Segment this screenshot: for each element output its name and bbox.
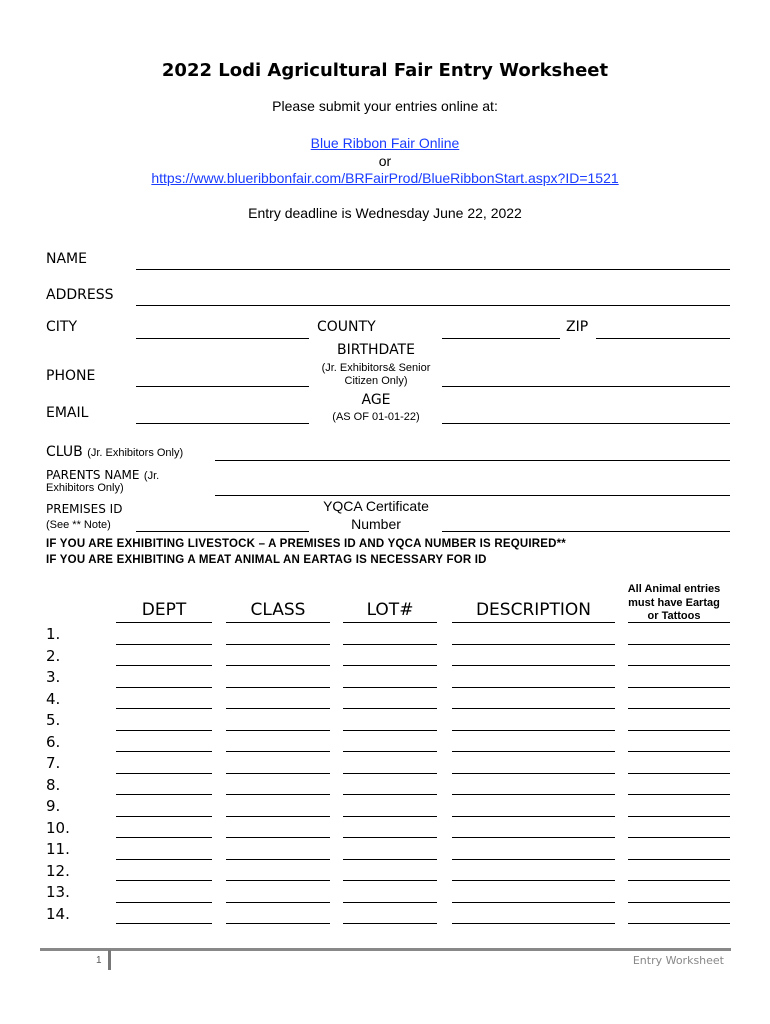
entry-row-number: 1. <box>46 625 61 643</box>
entry-row-number: 3. <box>46 668 61 686</box>
entry-description-field[interactable] <box>452 687 615 688</box>
entry-lot-field[interactable] <box>343 923 437 924</box>
phone-field[interactable] <box>136 386 309 387</box>
premises-id-field[interactable] <box>136 531 309 532</box>
entry-dept-field[interactable] <box>116 773 212 774</box>
entry-lot-field[interactable] <box>343 687 437 688</box>
entry-description-field[interactable] <box>452 751 615 752</box>
entry-class-field[interactable] <box>226 708 330 709</box>
lot-header: LOT# <box>366 600 414 620</box>
blue-ribbon-link-wrap <box>0 135 770 151</box>
dept-header: DEPT <box>141 600 187 620</box>
entry-eartag-field[interactable] <box>628 708 730 709</box>
birthdate-label: BIRTHDATE <box>337 342 415 358</box>
entry-dept-field[interactable] <box>116 708 212 709</box>
entry-class-field[interactable] <box>226 837 330 838</box>
entry-class-field[interactable] <box>226 644 330 645</box>
eartag-header-3: or Tattoos <box>647 610 701 622</box>
page-title: 2022 Lodi Agricultural Fair Entry Worksheet <box>161 60 609 81</box>
entry-eartag-field[interactable] <box>628 665 730 666</box>
entry-class-field[interactable] <box>226 816 330 817</box>
county-label: COUNTY <box>317 319 376 335</box>
entry-dept-field[interactable] <box>116 665 212 666</box>
blue-ribbon-fair-link[interactable]: Blue Ribbon Fair Online <box>310 135 460 151</box>
entry-description-field[interactable] <box>452 730 615 731</box>
parents-note-1: (Jr. <box>143 470 160 482</box>
entry-lot-field[interactable] <box>343 730 437 731</box>
entry-dept-field[interactable] <box>116 751 212 752</box>
entry-dept-field[interactable] <box>116 794 212 795</box>
entry-class-field[interactable] <box>226 773 330 774</box>
entry-description-field[interactable] <box>452 665 615 666</box>
page-number-divider <box>108 950 111 970</box>
parents-name-label: PARENTS NAME <box>46 468 140 482</box>
blue-ribbon-url-link[interactable]: https://www.blueribbonfair.com/BRFairProd/BlueRibbonStart.aspx?ID=1521 <box>151 170 619 186</box>
yqca-number-field[interactable] <box>442 531 730 532</box>
entry-eartag-field[interactable] <box>628 730 730 731</box>
entry-row-number: 14. <box>46 904 70 923</box>
entry-class-field[interactable] <box>226 730 330 731</box>
page-number: 1 <box>96 955 102 966</box>
zip-field[interactable] <box>596 338 730 339</box>
entry-row-number: 2. <box>46 646 61 665</box>
entry-lot-field[interactable] <box>343 708 437 709</box>
entry-dept-field[interactable] <box>116 687 212 688</box>
entry-lot-field[interactable] <box>343 794 437 795</box>
name-label: NAME <box>46 251 87 267</box>
entry-row-number: 13. <box>46 883 70 901</box>
birthdate-note-2: Citizen Only) <box>344 375 408 387</box>
age-label: AGE <box>361 392 391 408</box>
email-label: EMAIL <box>46 405 89 421</box>
name-field[interactable] <box>136 269 730 270</box>
url-link-wrap <box>0 170 770 186</box>
entry-description-field[interactable] <box>452 837 615 838</box>
entry-description-field[interactable] <box>452 708 615 709</box>
age-field[interactable] <box>442 423 730 424</box>
entry-lot-field[interactable] <box>343 816 437 817</box>
livestock-note: IF YOU ARE EXHIBITING LIVESTOCK – A PREMISES ID AND YQCA NUMBER IS REQUIRED** <box>46 538 566 550</box>
club-field[interactable] <box>215 460 730 461</box>
meat-animal-note: IF YOU ARE EXHIBITING A MEAT ANIMAL AN EARTAG IS NECESSARY FOR ID <box>46 554 487 566</box>
email-field[interactable] <box>136 423 309 424</box>
entry-row-number: 4. <box>46 689 61 708</box>
premises-id-label: PREMISES ID <box>46 502 123 516</box>
entry-eartag-field[interactable] <box>628 859 730 860</box>
entry-lot-field[interactable] <box>343 773 437 774</box>
entry-class-field[interactable] <box>226 751 330 752</box>
entry-row-number: 8. <box>46 775 61 794</box>
zip-label: ZIP <box>566 319 589 335</box>
club-label-group <box>46 443 183 461</box>
entry-lot-field[interactable] <box>343 880 437 881</box>
lot-header-underline <box>343 622 437 623</box>
entry-lot-field[interactable] <box>343 902 437 903</box>
premises-note: (See ** Note) <box>46 519 111 531</box>
city-label: CITY <box>46 319 78 335</box>
club-label: CLUB <box>46 444 83 460</box>
entry-dept-field[interactable] <box>116 902 212 903</box>
entry-lot-field[interactable] <box>343 751 437 752</box>
entry-eartag-field[interactable] <box>628 687 730 688</box>
dept-header-underline <box>116 622 212 623</box>
description-header-underline <box>452 622 615 623</box>
entry-description-field[interactable] <box>452 902 615 903</box>
parents-note-2: Exhibitors Only) <box>46 482 124 494</box>
entry-eartag-field[interactable] <box>628 880 730 881</box>
entry-description-field[interactable] <box>452 644 615 645</box>
entry-description-field[interactable] <box>452 794 615 795</box>
entry-lot-field[interactable] <box>343 859 437 860</box>
parents-name-field[interactable] <box>215 495 730 496</box>
entry-lot-field[interactable] <box>343 644 437 645</box>
entry-description-field[interactable] <box>452 816 615 817</box>
entry-dept-field[interactable] <box>116 816 212 817</box>
entry-lot-field[interactable] <box>343 665 437 666</box>
entry-class-field[interactable] <box>226 923 330 924</box>
entry-row-number: 11. <box>46 840 70 858</box>
entry-description-field[interactable] <box>452 880 615 881</box>
entry-class-field[interactable] <box>226 794 330 795</box>
address-field[interactable] <box>136 305 730 306</box>
entry-row-number: 6. <box>46 732 61 751</box>
footer-label: Entry Worksheet <box>632 954 724 967</box>
class-header-underline <box>226 622 330 623</box>
entry-row-number: 7. <box>46 754 61 772</box>
yqca-label-2: Number <box>351 516 401 532</box>
entry-dept-field[interactable] <box>116 730 212 731</box>
address-label: ADDRESS <box>46 287 114 303</box>
entry-class-field[interactable] <box>226 687 330 688</box>
class-header: CLASS <box>250 600 306 620</box>
entry-eartag-field[interactable] <box>628 794 730 795</box>
entry-dept-field[interactable] <box>116 644 212 645</box>
entry-eartag-field[interactable] <box>628 923 730 924</box>
entry-eartag-field[interactable] <box>628 902 730 903</box>
yqca-label-1: YQCA Certificate <box>323 498 429 514</box>
entry-description-field[interactable] <box>452 923 615 924</box>
phone-label: PHONE <box>46 368 96 384</box>
or-text: or <box>378 153 392 169</box>
club-note: (Jr. Exhibitors Only) <box>87 447 184 459</box>
entry-description-field[interactable] <box>452 859 615 860</box>
eartag-header-2: must have Eartag <box>628 597 720 609</box>
entry-dept-field[interactable] <box>116 859 212 860</box>
age-note: (AS OF 01-01-22) <box>332 411 420 423</box>
entry-eartag-field[interactable] <box>628 644 730 645</box>
birthdate-note-1: (Jr. Exhibitors& Senior <box>321 362 431 374</box>
entry-lot-field[interactable] <box>343 837 437 838</box>
county-field[interactable] <box>442 338 560 339</box>
entry-dept-field[interactable] <box>116 923 212 924</box>
entry-class-field[interactable] <box>226 665 330 666</box>
entry-row-number: 12. <box>46 861 70 880</box>
entry-eartag-field[interactable] <box>628 837 730 838</box>
birthdate-field[interactable] <box>442 386 730 387</box>
description-header: DESCRIPTION <box>475 600 592 620</box>
entry-class-field[interactable] <box>226 880 330 881</box>
entry-dept-field[interactable] <box>116 837 212 838</box>
entry-row-number: 5. <box>46 711 61 729</box>
entry-class-field[interactable] <box>226 902 330 903</box>
entry-class-field[interactable] <box>226 859 330 860</box>
entry-eartag-field[interactable] <box>628 816 730 817</box>
eartag-header-underline <box>628 622 730 623</box>
footer-rule <box>40 948 731 951</box>
entry-eartag-field[interactable] <box>628 773 730 774</box>
submit-instructions: Please submit your entries online at: <box>272 98 498 114</box>
entry-eartag-field[interactable] <box>628 751 730 752</box>
city-field[interactable] <box>136 338 309 339</box>
eartag-header-1: All Animal entries <box>627 583 721 595</box>
entry-row-number: 9. <box>46 797 61 815</box>
entry-dept-field[interactable] <box>116 880 212 881</box>
entry-description-field[interactable] <box>452 773 615 774</box>
entry-row-number: 10. <box>46 818 70 837</box>
entry-deadline: Entry deadline is Wednesday June 22, 2022 <box>248 205 522 221</box>
